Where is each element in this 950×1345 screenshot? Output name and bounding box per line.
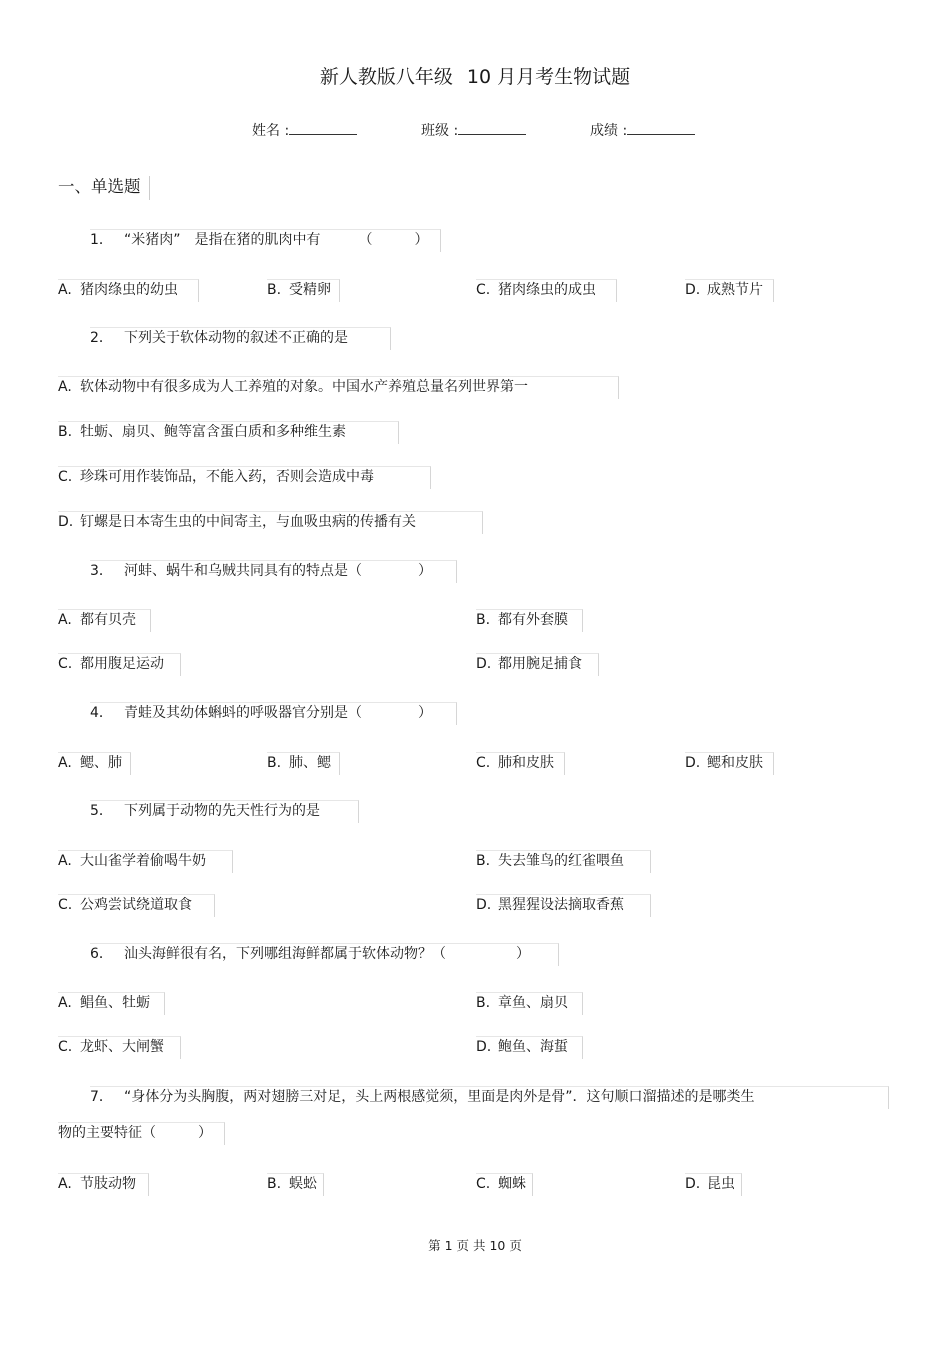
question-5 bbox=[90, 800, 359, 823]
q2-option-d[interactable]: D. 钉螺是日本寄生虫的中间寄主，与血吸虫病的传播有关 bbox=[58, 511, 483, 534]
question-text: 汕头海鲜很有名，下列哪组海鲜都属于软体动物？（ ） bbox=[124, 946, 530, 962]
q2-option-b[interactable]: B. 牡蛎、扇贝、鲍等富含蛋白质和多种维生素 bbox=[58, 421, 399, 444]
question-text: “米猪肉” 是指在猪的肌肉中有 bbox=[124, 232, 321, 248]
q5-option-b[interactable]: B. 失去雏鸟的红雀喂鱼 bbox=[476, 850, 651, 873]
question-2 bbox=[90, 327, 391, 350]
name-label: 姓名 : bbox=[252, 123, 290, 139]
question-7 bbox=[90, 1086, 889, 1109]
title-main: 新人教版八年级 bbox=[319, 66, 453, 88]
q1-option-c[interactable]: C. 猪肉绦虫的成虫 bbox=[476, 279, 617, 302]
q5-option-c[interactable]: C. 公鸡尝试绕道取食 bbox=[58, 894, 215, 917]
question-text: 下列关于软体动物的叙述不正确的是 bbox=[124, 330, 348, 346]
question-number: 2． bbox=[90, 330, 113, 346]
q2-option-c[interactable]: C. 珍珠可用作装饰品，不能入药，否则会造成中毒 bbox=[58, 466, 431, 489]
question-number: 3． bbox=[90, 563, 113, 579]
question-text: 青蛙及其幼体蝌蚪的呼吸器官分别是（ ） bbox=[124, 705, 432, 721]
score-label: 成绩 : bbox=[590, 123, 628, 139]
class-blank[interactable] bbox=[458, 120, 526, 135]
q4-option-a[interactable]: A. 鳃、肺 bbox=[58, 752, 131, 775]
question-7-continued bbox=[58, 1122, 225, 1145]
q1-option-a[interactable]: A. 猪肉绦虫的幼虫 bbox=[58, 279, 199, 302]
question-text-line2: 物的主要特征（ ） bbox=[58, 1125, 212, 1141]
question-number: 1． bbox=[90, 232, 113, 248]
q6-option-b[interactable]: B. 章鱼、扇贝 bbox=[476, 992, 583, 1015]
question-number: 7． bbox=[90, 1089, 113, 1105]
question-6 bbox=[90, 943, 559, 966]
page-title bbox=[0, 62, 950, 89]
q7-option-b[interactable]: B. 蜈蚣 bbox=[267, 1173, 324, 1196]
question-4 bbox=[90, 702, 457, 725]
page-footer: 第 1 页 共 10 页 bbox=[428, 1238, 522, 1253]
q6-option-d[interactable]: D. 鲍鱼、海蜇 bbox=[476, 1036, 583, 1059]
question-3 bbox=[90, 560, 457, 583]
q3-option-b[interactable]: B. 都有外套膜 bbox=[476, 609, 583, 632]
q6-option-c[interactable]: C. 龙虾、大闸蟹 bbox=[58, 1036, 181, 1059]
question-text: 河蚌、蜗牛和乌贼共同具有的特点是（ ） bbox=[124, 563, 432, 579]
question-text: 下列属于动物的先天性行为的是 bbox=[124, 803, 320, 819]
q3-option-a[interactable]: A. 都有贝壳 bbox=[58, 609, 151, 632]
question-1 bbox=[90, 229, 441, 252]
q7-option-d[interactable]: D. 昆虫 bbox=[685, 1173, 742, 1196]
q5-option-a[interactable]: A. 大山雀学着偷喝牛奶 bbox=[58, 850, 233, 873]
section-title: 一、单选题 bbox=[58, 176, 150, 200]
question-number: 5． bbox=[90, 803, 113, 819]
class-label: 班级 : bbox=[421, 123, 459, 139]
q3-option-d[interactable]: D. 都用腕足捕食 bbox=[476, 653, 599, 676]
score-blank[interactable] bbox=[627, 120, 695, 135]
q7-option-c[interactable]: C. 蜘蛛 bbox=[476, 1173, 533, 1196]
answer-paren[interactable]: （ ） bbox=[358, 232, 429, 248]
question-number: 6． bbox=[90, 946, 113, 962]
q4-option-d[interactable]: D. 鳃和皮肤 bbox=[685, 752, 774, 775]
q2-option-a[interactable]: A. 软体动物中有很多成为人工养殖的对象。中国水产养殖总量名列世界第一 bbox=[58, 376, 619, 399]
q1-option-d[interactable]: D. 成熟节片 bbox=[685, 279, 774, 302]
q3-option-c[interactable]: C. 都用腹足运动 bbox=[58, 653, 181, 676]
class-field[interactable] bbox=[421, 120, 526, 140]
q6-option-a[interactable]: A. 鲳鱼、牡蛎 bbox=[58, 992, 165, 1015]
q1-option-b[interactable]: B. 受精卵 bbox=[267, 279, 340, 302]
name-field[interactable] bbox=[252, 120, 357, 140]
question-number: 4． bbox=[90, 705, 113, 721]
question-text: “身体分为头胸腹，两对翅膀三对足，头上两根感觉须，里面是肉外是骨”．这句顺口溜描述的是哪类生 bbox=[124, 1089, 755, 1105]
q4-option-b[interactable]: B. 肺、鳃 bbox=[267, 752, 340, 775]
score-field[interactable] bbox=[590, 120, 695, 140]
name-blank[interactable] bbox=[289, 120, 357, 135]
title-suffix: 10 月月考生物试题 bbox=[466, 66, 631, 88]
q5-option-d[interactable]: D. 黑猩猩设法摘取香蕉 bbox=[476, 894, 651, 917]
q7-option-a[interactable]: A. 节肢动物 bbox=[58, 1173, 149, 1196]
q4-option-c[interactable]: C. 肺和皮肤 bbox=[476, 752, 565, 775]
